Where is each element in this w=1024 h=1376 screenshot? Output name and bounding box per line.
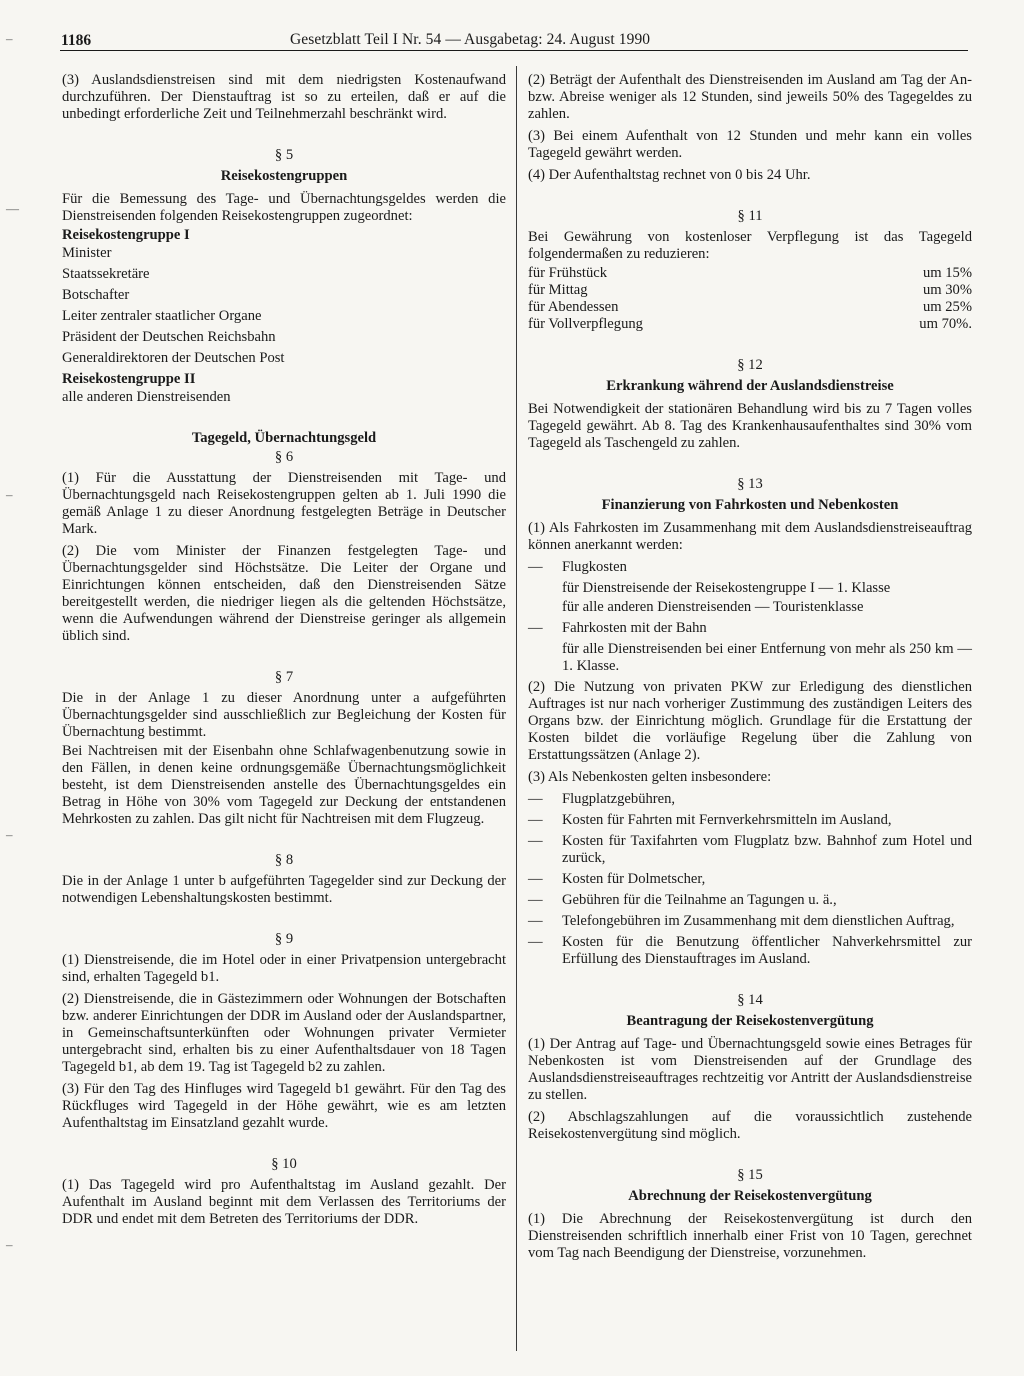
dash-marker: — <box>528 620 543 636</box>
dash-marker: — <box>528 833 543 849</box>
meal-label: für Mittag <box>528 282 588 298</box>
paragraph-s4-3: (3) Auslandsdienstreisen sind mit dem niedrigsten Kostenaufwand durchzuführen. Der Dienstauftrag ist so zu erteilen, daß er auf die unbedingt erforderliche Zeit und Teilnehmerzahl beschränkt wird. <box>62 72 506 122</box>
list-item <box>528 812 972 829</box>
section-sign-6: § 6 <box>274 449 294 465</box>
list-item <box>528 620 972 637</box>
margin-mark: – <box>6 1237 13 1252</box>
meal-reduction: um 70%. <box>919 316 972 332</box>
table-row <box>528 265 972 282</box>
section-title-12: Erkrankung während der Auslandsdienstreise <box>606 378 894 394</box>
group-2-member: alle anderen Dienstreisenden <box>62 389 231 405</box>
table-row <box>528 282 972 299</box>
list-item-text: Flugkosten <box>562 559 627 575</box>
meal-reduction: um 25% <box>922 299 972 315</box>
group-1-heading: Reisekostengruppe I <box>62 227 190 243</box>
list-item-text: Telefongebühren im Zusammenhang mit dem dienstlichen Auftrag, <box>562 913 955 929</box>
heading-tagegeld: Tagegeld, Übernachtungsgeld <box>191 430 377 446</box>
group-1-member: Leiter zentraler staatlicher Organe <box>62 308 262 324</box>
section-sign-12: § 12 <box>737 357 763 373</box>
section-title-5: Reisekostengruppen <box>220 168 348 184</box>
dash-marker: — <box>528 871 543 887</box>
section-sign-13: § 13 <box>737 476 763 492</box>
meal-reduction-table <box>528 265 972 333</box>
group-1-member: Botschafter <box>62 287 130 303</box>
list-item <box>528 934 972 968</box>
paragraph-s15-1: (1) Die Abrechnung der Reisekostenvergütung ist durch den Dienstreisenden schriftlich innerhalb einer Frist von 10 Tagen, gerechnet vom Tag nach Beendigung der Dienstreise, vorzunehmen. <box>528 1211 972 1261</box>
paragraph-s8-1: Die in der Anlage 1 unter b aufgeführten Tagegelder sind zur Deckung der notwendigen Lebenshaltungskosten bestimmt. <box>62 873 506 906</box>
dash-marker: — <box>528 812 543 828</box>
paragraph-s5-intro: Für die Bemessung des Tage- und Übernachtungsgeldes werden die Dienstreisenden folgenden Reisekostengruppen zugeordnet: <box>62 191 506 224</box>
list-item-text: Fahrkosten mit der Bahn <box>562 620 707 636</box>
section-title-15: Abrechnung der Reisekostenvergütung <box>628 1188 872 1204</box>
header-rule <box>60 50 968 51</box>
paragraph-s9-1: (1) Dienstreisende, die im Hotel oder in einer Privatpension untergebracht sind, erhalten Tagegeld b1. <box>62 952 506 985</box>
list-item <box>528 559 972 576</box>
list-item-text: Kosten für Fahrten mit Fernverkehrsmitteln im Ausland, <box>562 812 892 828</box>
section-title-14: Beantragung der Reisekostenvergütung <box>626 1013 874 1029</box>
paragraph-s7-1: Die in der Anlage 1 zu dieser Anordnung unter a aufgeführten Übernachtungsgelder sind ausschließlich zur Begleichung der Kosten für Übernachtung bestimmt. <box>62 690 506 740</box>
page-number: 1186 <box>61 32 92 49</box>
margin-mark: — <box>6 201 19 216</box>
meal-label: für Frühstück <box>528 265 608 281</box>
meal-label: für Abendessen <box>528 299 619 315</box>
group-2-heading: Reisekostengruppe II <box>62 371 196 387</box>
paragraph-s9-3: (3) Für den Tag des Hinfluges wird Tagegeld b1 gewährt. Für den Tag des Rückfluges wird Tagegeld in der Höhe gewährt, wie es am letzten Aufenthaltstag im Einsatzland gezahlt wurde. <box>62 1081 506 1131</box>
section-sign-15: § 15 <box>737 1167 763 1183</box>
paragraph-s9-2: (2) Dienstreisende, die in Gästezimmern oder Wohnungen der Botschaften bzw. anderer Einrichtungen der DDR im Ausland oder der Auslandspartner, in Gemeinschaftsunterkünften oder Wohnungen privater Vermieter untergebracht sind, erhalten bis zu einer Aufenthaltsdauer von 18 Tagen Tagegeld b1, ab dem 19. Tag ist Tagegeld b2 zu zahlen. <box>62 991 506 1075</box>
right-column <box>528 72 972 1267</box>
list-item <box>528 833 972 867</box>
group-1-member: Minister <box>62 245 112 261</box>
meal-reduction: um 30% <box>922 282 972 298</box>
section-sign-11: § 11 <box>737 208 763 224</box>
paragraph-s6-1: (1) Für die Ausstattung der Dienstreisenden mit Tage- und Übernachtungsgeld nach Reisekostengruppen gelten ab 1. Juli 1990 die gemäß Anlage 1 zu dieser Anordnung festgelegten Beträge in Deutscher Mark. <box>62 470 506 537</box>
paragraph-s13-2: (2) Die Nutzung von privaten PKW zur Erledigung des dienstlichen Auftrages ist nur nach vorheriger Zustimmung des zuständigen Leiters des Organs bzw. der Einrichtung möglich. Grundlage für die Erstattung der Kosten bildet die vorläufige Regelung über die Zahlung von Erstattungssätzen (Anlage 2). <box>528 679 972 763</box>
section-title-13: Finanzierung von Fahrkosten und Nebenkosten <box>601 497 899 513</box>
margin-mark: – <box>6 31 13 46</box>
meal-reduction: um 15% <box>922 265 972 281</box>
dash-marker: — <box>528 791 543 807</box>
column-divider <box>516 66 517 1351</box>
dash-marker: — <box>528 913 543 929</box>
list-item-text: Kosten für Taxifahrten vom Flugplatz bzw. Bahnhof zum Hotel und zurück, <box>562 833 972 866</box>
group-1-member: Präsident der Deutschen Reichsbahn <box>62 329 276 345</box>
meal-label: für Vollverpflegung <box>528 316 643 332</box>
paragraph-s11-intro: Bei Gewährung von kostenloser Verpflegung ist das Tagegeld folgendermaßen zu reduzieren: <box>528 229 972 262</box>
paragraph-s13-3: (3) Als Nebenkosten gelten insbesondere: <box>528 769 772 785</box>
sub-line: für alle Dienstreisenden bei einer Entfernung von mehr als 250 km — 1. Klasse. <box>562 641 972 674</box>
list-item <box>528 892 972 909</box>
dash-marker: — <box>528 934 543 950</box>
sub-line: für Dienstreisende der Reisekostengruppe I — 1. Klasse <box>562 580 891 596</box>
table-row <box>528 316 972 333</box>
margin-mark: – <box>6 827 13 842</box>
table-row <box>528 299 972 316</box>
section-sign-8: § 8 <box>274 852 294 868</box>
paragraph-s10-1: (1) Das Tagegeld wird pro Aufenthaltstag im Ausland gezahlt. Der Aufenthalt im Ausland beginnt mit dem Verlassen des Territoriums der DDR und endet mit dem Betreten des Territoriums der DDR. <box>62 1177 506 1227</box>
section-sign-10: § 10 <box>271 1156 297 1172</box>
list-item <box>528 791 972 808</box>
list-item-text: Gebühren für die Teilnahme an Tagungen u. ä., <box>562 892 837 908</box>
paragraph-s14-1: (1) Der Antrag auf Tage- und Übernachtungsgeld sowie eines Betrages für Nebenkosten ist vom Dienstreisenden auf der Grundlage des Auslandsdienstreiseauftrages rechtzeitig vor Antritt der Auslandsdienstreise zu stellen. <box>528 1036 972 1103</box>
dash-marker: — <box>528 892 543 908</box>
paragraph-s14-2: (2) Abschlagszahlungen auf die voraussichtlich zustehende Reisekostenvergütung sind möglich. <box>528 1109 972 1142</box>
list-item <box>528 871 972 888</box>
paragraph-s7-2: Bei Nachtreisen mit der Eisenbahn ohne Schlafwagenbenutzung sowie in den Fällen, in denen keine ordnungsgemäße Übernachtungsmöglichkeit besteht, ist dem Dienstreisenden anstelle des Übernachtungsgeldes ein Betrag in Höhe von 30% vom Tagegeld zur Deckung der entstandenen Mehrkosten zu zahlen. Das gilt nicht für Nachtreisen mit dem Flugzeug. <box>62 743 506 827</box>
section-sign-5: § 5 <box>274 147 294 163</box>
paragraph-s10-4: (4) Der Aufenthaltstag rechnet von 0 bis 24 Uhr. <box>528 167 811 183</box>
group-1-member: Staatssekretäre <box>62 266 150 282</box>
section-sign-9: § 9 <box>274 931 294 947</box>
margin-mark: – <box>6 487 13 502</box>
paragraph-s12-1: Bei Notwendigkeit der stationären Behandlung wird bis zu 7 Tagen volles Tagegeld gewährt. Ab 8. Tag des Krankenhausaufenthaltes sind 30% vom Tagegeld als Taschengeld zu zahlen. <box>528 401 972 451</box>
list-item-text: Flugplatzgebühren, <box>562 791 676 807</box>
list-item-text: Kosten für Dolmetscher, <box>562 871 706 887</box>
sub-line: für alle anderen Dienstreisenden — Touristenklasse <box>562 599 864 615</box>
running-title: Gesetzblatt Teil I Nr. 54 — Ausgabetag: 24. August 1990 <box>290 31 651 48</box>
paragraph-s10-3: (3) Bei einem Aufenthalt von 12 Stunden und mehr kann ein volles Tagegeld gewährt werden. <box>528 128 972 161</box>
dash-marker: — <box>528 559 543 575</box>
group-1-member: Generaldirektoren der Deutschen Post <box>62 350 285 366</box>
list-item-text: Kosten für die Benutzung öffentlicher Nahverkehrsmittel zur Erfüllung des Dienstauftrages im Ausland. <box>562 934 972 967</box>
left-column <box>62 72 506 1233</box>
section-sign-7: § 7 <box>274 669 294 685</box>
list-item <box>528 913 972 930</box>
paragraph-s13-1: (1) Als Fahrkosten im Zusammenhang mit dem Auslandsdienstreiseauftrag können anerkannt werden: <box>528 520 972 553</box>
section-sign-14: § 14 <box>737 992 763 1008</box>
paragraph-s6-2: (2) Die vom Minister der Finanzen festgelegten Tage- und Übernachtungsgelder sind Höchstsätze. Die Leiter der Organe und Einrichtungen können entscheiden, daß den Dienstreisenden Sätze bereitgestellt werden, die niedriger liegen als die geltenden Höchstsätze, wenn die Aufwendungen während der Dienstreise geringer als allgemein üblich sind. <box>62 543 506 644</box>
paragraph-s10-2: (2) Beträgt der Aufenthalt des Dienstreisenden im Ausland am Tag der An- bzw. Abreise weniger als 12 Stunden, sind jeweils 50% des Tagegeldes zu zahlen. <box>528 72 972 122</box>
